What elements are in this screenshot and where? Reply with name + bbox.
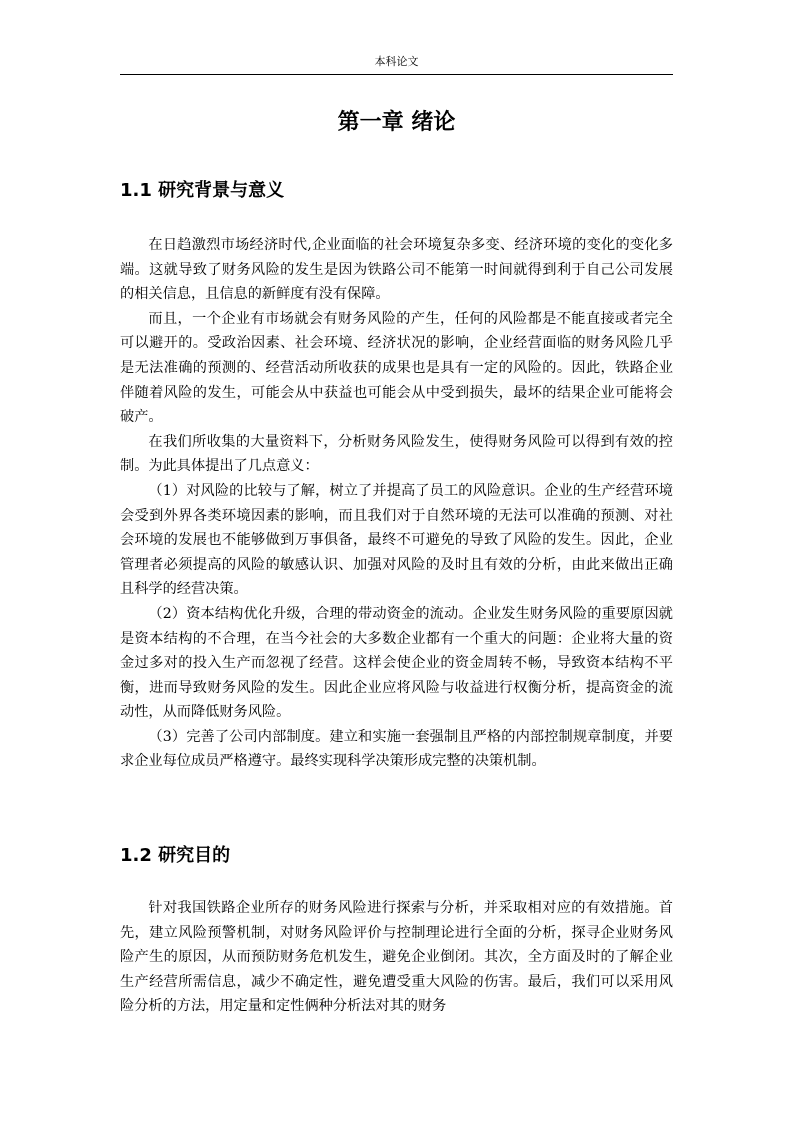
paragraph-point-2: （2）资本结构优化升级，合理的带动资金的流动。企业发生财务风险的重要原因就是资本结构的不合理，在当今社会的大多数企业都有一个重大的问题：企业将大量的资金过多对的投入生产而忽视了经营。这样会使企业的资金周转不畅，导致资本结构不平衡，进而导致财务风险的发生。因此企业应将风险与收益进行权衡分析，提高资金的流动性，从而降低财务风险。 [120,605,673,721]
running-title: 本科论文 [374,55,419,68]
paragraph: 在日趋激烈市场经济时代,企业面临的社会环境复杂多变、经济环境的变化的变化多端。这就导致了财务风险的发生是因为铁路公司不能第一时间就得到利于自己公司发展的相关信息，且信息的新鲜度有没有保障。 [120,237,673,303]
paragraph-point-3: （3）完善了公司内部制度。建立和实施一套强制且严格的内部控制规章制度，并要求企业每位成员严格遵守。最终实现科学决策形成完整的决策机制。 [120,728,673,770]
section-body-1-2 [120,896,673,1019]
paragraph: 而且，一个企业有市场就会有财务风险的产生，任何的风险都是不能直接或者完全可以避开的。受政治因素、社会环境、经济状况的影响，企业经营面临的财务风险几乎是无法准确的预测的、经营活动所收获的成果也是具有一定的风险的。因此，铁路企业伴随着风险的发生，可能会从中获益也可能会从中受到损失，最坏的结果企业可能将会破产。 [120,310,673,426]
paragraph: 在我们所收集的大量资料下，分析财务风险发生，使得财务风险可以得到有效的控制。为此具体提出了几点意义： [120,433,673,475]
page-header [120,56,673,75]
section-body-1-1 [120,233,673,774]
paragraph-point-1: （1）对风险的比较与了解，树立了并提高了员工的风险意识。企业的生产经营环境会受到外界各类环境因素的影响，而且我们对于自然环境的无法可以准确的预测、对社会环境的发展也不能够做到万事俱备，最终不可避免的导致了风险的发生。因此，企业管理者必须提高的风险的敏感认识、加强对风险的及时且有效的分析，由此来做出正确且科学的经营决策。 [120,482,673,598]
section-title-1-2: 1.2 研究目的 [120,845,231,866]
section-title-1-1: 1.1 研究背景与意义 [120,180,285,201]
paragraph: 针对我国铁路企业所存的财务风险进行探索与分析，并采取相对应的有效措施。首先，建立风险预警机制，对财务风险评价与控制理论进行全面的分析，探寻企业财务风险产生的原因，从而预防财务危机发生，避免企业倒闭。其次，全方面及时的了解企业生产经营所需信息，减少不确定性，避免遭受重大风险的伤害。最后，我们可以采用风险分析的方法，用定量和定性俩种分析法对其的财务 [120,900,673,1015]
chapter-title: 第一章 绪论 [337,110,456,135]
